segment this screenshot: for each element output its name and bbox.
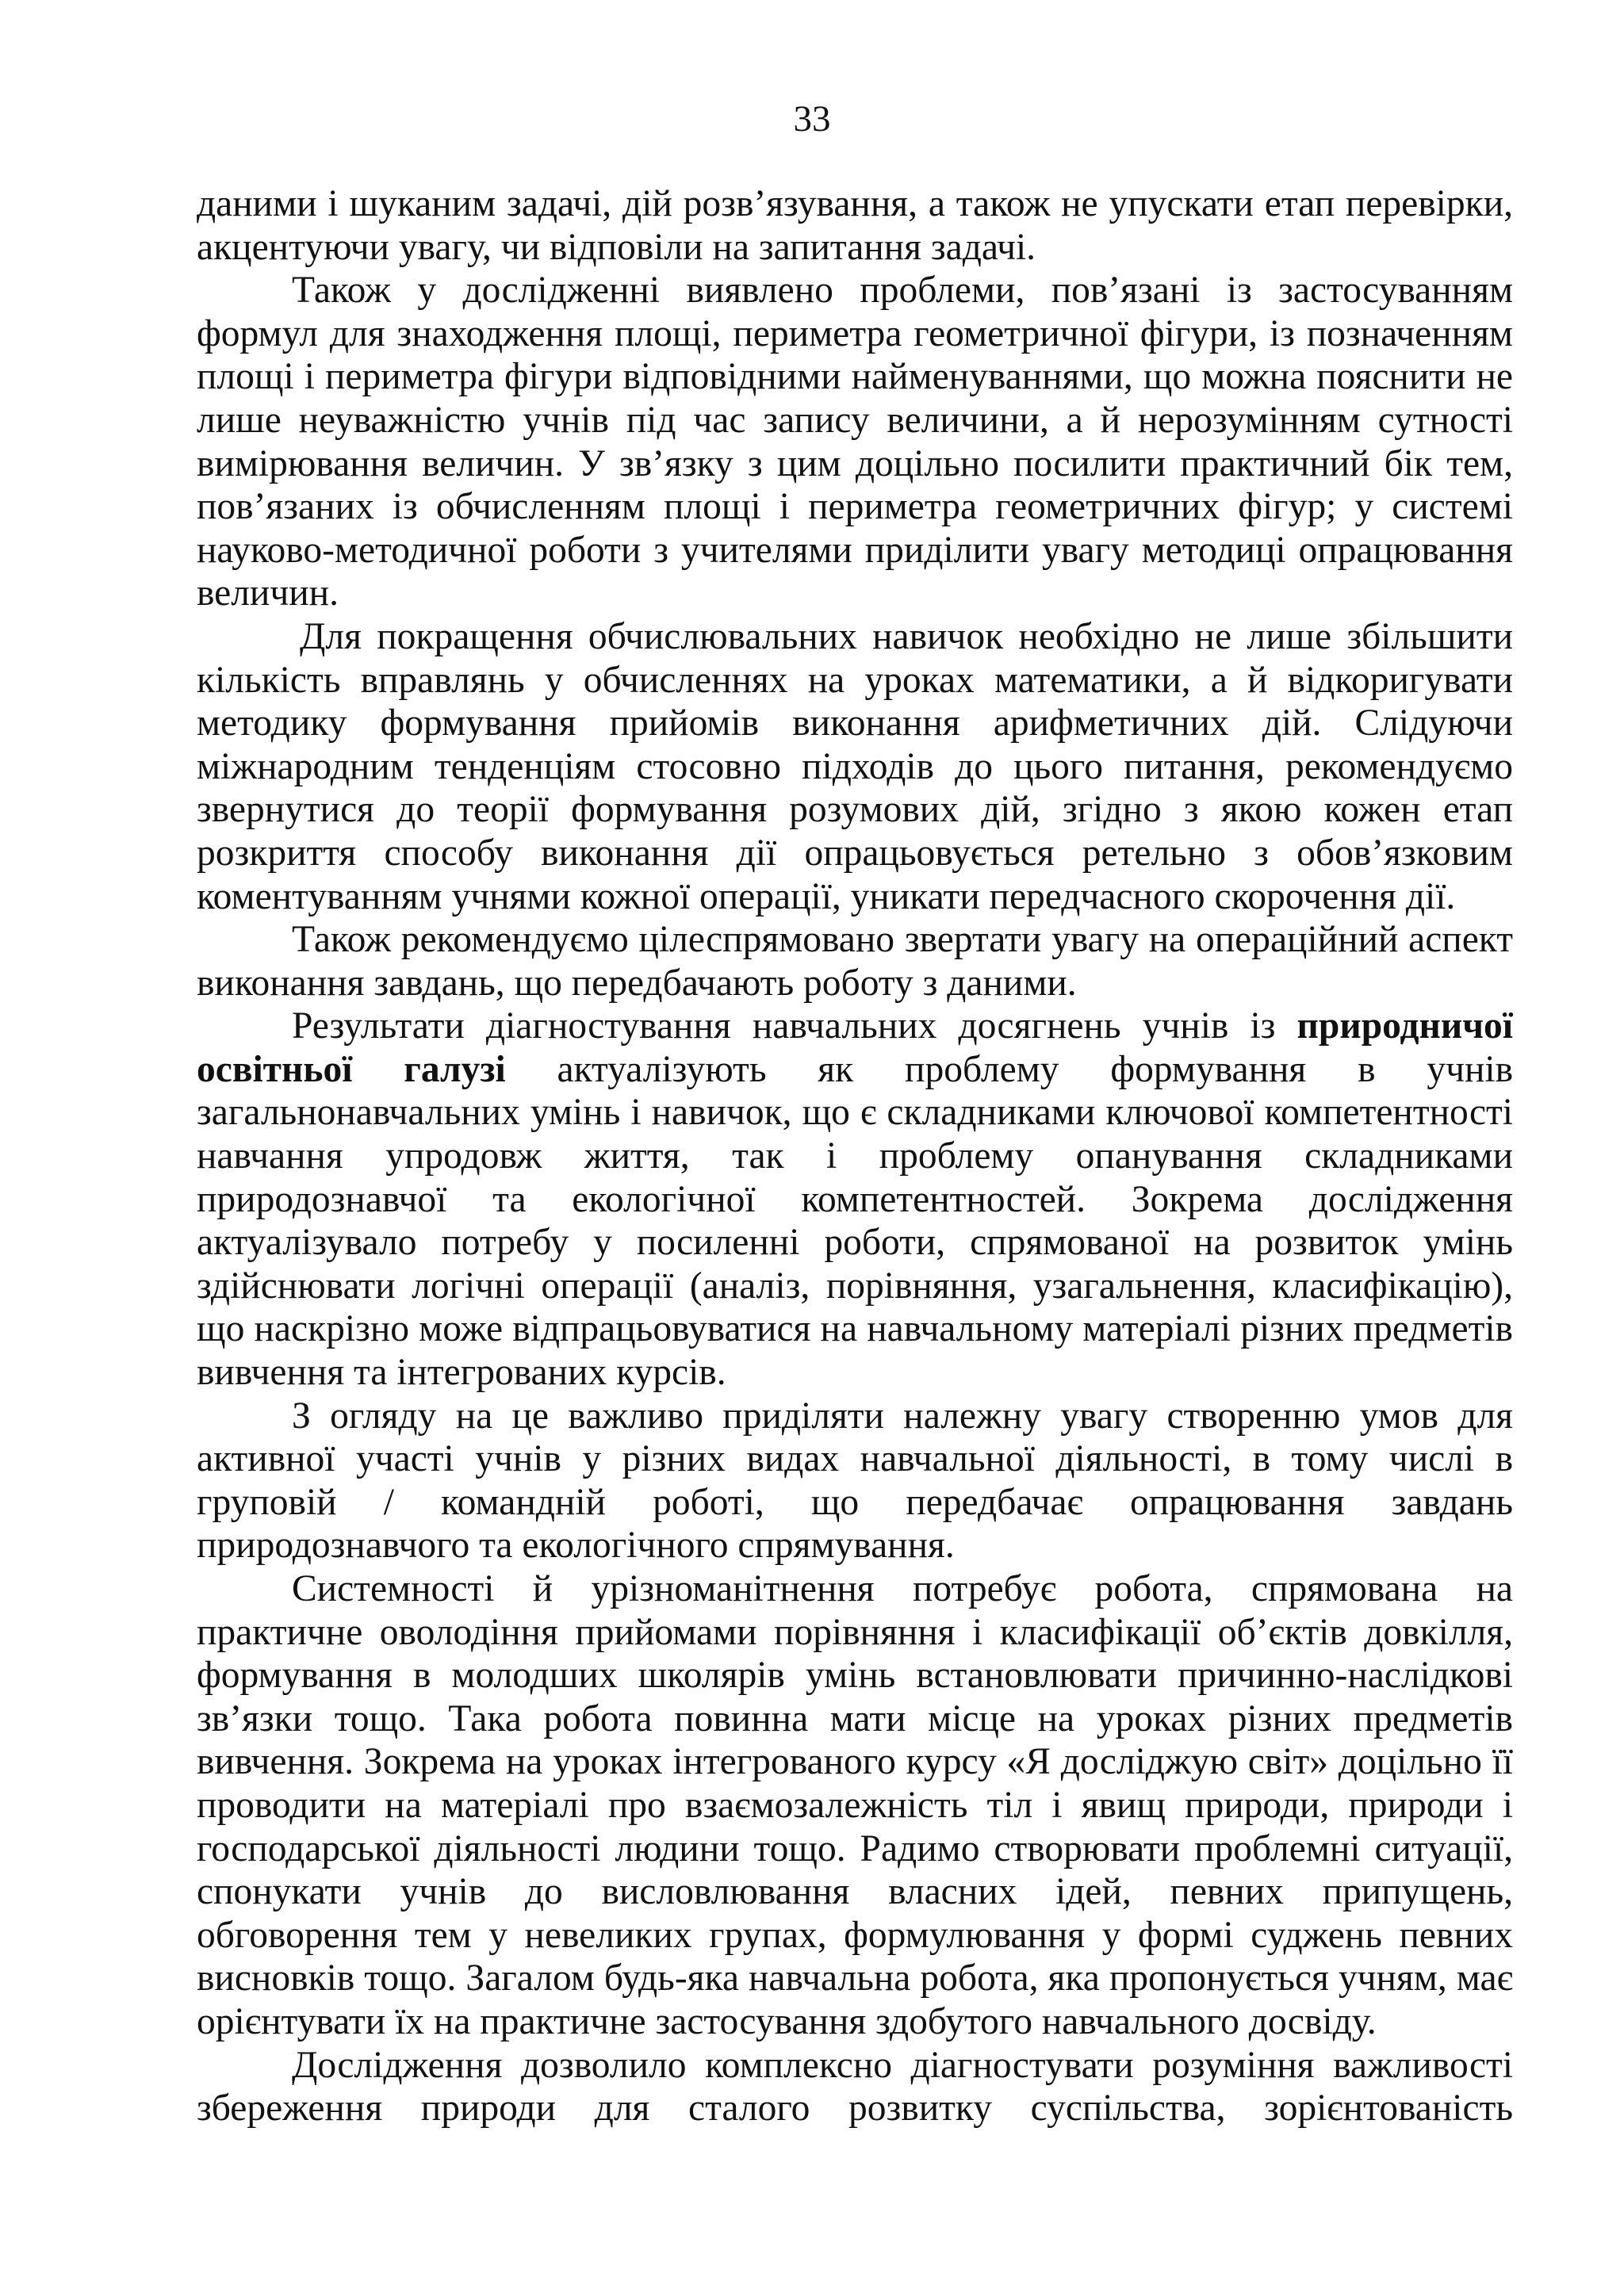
page-number: 33 (793, 98, 831, 140)
paragraph-lead-text: Результати діагностування навчальних досягнень учнів із (292, 1005, 1297, 1047)
paragraph-data-operations: Також рекомендуємо цілеспрямовано звертати увагу на операційний аспект виконання завдань, що передбачають роботу з даними. (197, 919, 1513, 1004)
paragraph-rest-text: актуалізують як проблему формування в учнів загальнонавчальних умінь і навичок, що є складниками ключової компетентності навчання упродовж життя, так і проблему опанування складниками природознавчої та екологічної компетентностей. Зокрема дослідження актуалізувало потребу у посиленні роботи, спрямованої на розвиток умінь здійснювати логічні операції (аналіз, порівняння, узагальнення, класифікацію), що наскрізно може відпрацьовуватися на навчальному матеріалі різних предметів вивчення та інтегрованих курсів. (197, 1048, 1513, 1394)
paragraph-natural-science-results (197, 1004, 1513, 1394)
paragraph-systematic-work: Системності й урізноманітнення потребує робота, спрямована на практичне оволодіння прийомами порівняння і класифікації об’єктів довкілля, формування в молодших школярів умінь встановлювати причинно-наслідкові зв’язки тощо. Така робота повинна мати місце на уроках різних предметів вивчення. Зокрема на уроках інтегрованого курсу «Я досліджую світ» доцільно її проводити на матеріалі про взаємозалежність тіл і явищ природи, природи і господарської діяльності людини тощо. Радимо створювати проблемні ситуації, спонукати учнів до висловлювання власних ідей, певних припущень, обговорення тем у невеликих групах, формулювання у формі суджень певних висновків тощо. Загалом будь-яка навчальна робота, яка пропонується учням, має орієнтувати їх на практичне застосування здобутого навчального досвіду. (197, 1568, 1513, 2042)
paragraph-computational-skills: Для покращення обчислювальних навичок необхідно не лише збільшити кількість вправлянь у обчисленнях на уроках математики, а й відкоригувати методику формування прийомів виконання арифметичних дій. Слідуючи міжнародним тенденціям стосовно підходів до цього питання, рекомендуємо звернутися до теорії формування розумових дій, згідно з якою кожен етап розкриття способу виконання дії опрацьовується ретельно з обов’язковим коментуванням учнями кожної операції, уникати передчасного скорочення дії. (197, 615, 1513, 917)
paragraph-continuation: даними і шуканим задачі, дій розв’язування, а також не упускати етап перевірки, акцентуючи увагу, чи відповіли на запитання задачі. (197, 183, 1513, 268)
emphasis-subject-area: природничої освітньої галузі (197, 1005, 1513, 1090)
paragraph-geometry-formulas: Також у дослідженні виявлено проблеми, пов’язані із застосуванням формул для знаходження площі, периметра геометричної фігури, із позначенням площі і периметра фігури відповідними найменуваннями, що можна пояснити не лише неуважністю учнів під час запису величини, а й нерозумінням сутності вимірювання величин. У зв’язку з цим доцільно посилити практичний бік тем, пов’язаних із обчисленням площі і периметра геометричних фігур; у системі науково-методичної роботи з учителями приділити увагу методиці опрацювання величин. (197, 270, 1513, 614)
paragraph-nature-preservation: Дослідження дозволило комплексно діагностувати розуміння важливості збереження природи для сталого розвитку суспільства, зорієнтованість (197, 2044, 1513, 2130)
document-body (197, 182, 1513, 2130)
paragraph-group-work: З огляду на це важливо приділяти належну увагу створенню умов для активної участі учнів у різних видах навчальної діяльності, в тому числі в груповій / командній роботі, що передбачає опрацювання завдань природознавчого та екологічного спрямування. (197, 1395, 1513, 1567)
